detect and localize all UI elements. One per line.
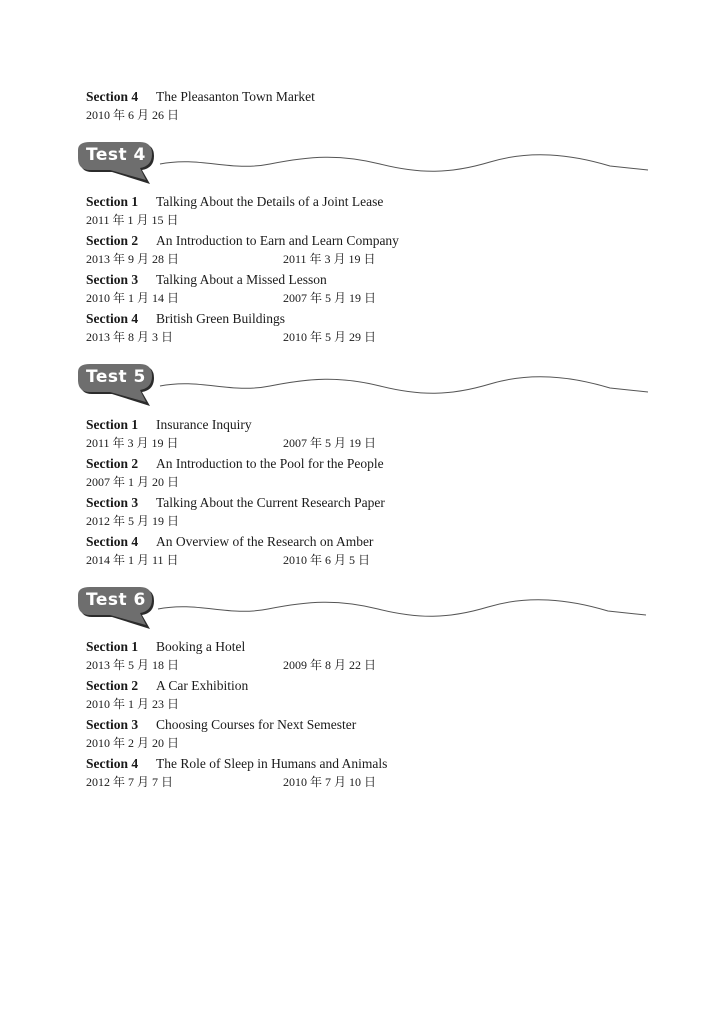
exam-date: 2010 年 6 月 26 日 — [86, 108, 180, 122]
exam-date: 2011 年 3 月 19 日 — [283, 252, 376, 266]
test-header — [0, 364, 728, 414]
section-label: Section 3 — [86, 717, 139, 732]
exam-date: 2014 年 1 月 11 日 — [86, 553, 179, 567]
section-title: An Overview of the Research on Amber — [156, 534, 374, 549]
section-label: Section 4 — [86, 89, 139, 104]
exam-date: 2012 年 7 月 7 日 — [86, 775, 174, 789]
section-line — [86, 88, 686, 106]
section-entry — [86, 716, 686, 751]
test-badge-label: Test 5 — [86, 367, 146, 387]
section-entry — [86, 310, 686, 345]
section-label: Section 4 — [86, 534, 139, 549]
exam-date: 2007 年 1 月 20 日 — [86, 475, 180, 489]
section-label: Section 2 — [86, 456, 139, 471]
section-entry — [86, 271, 686, 306]
section-label: Section 3 — [86, 272, 139, 287]
exam-date: 2010 年 7 月 10 日 — [283, 775, 377, 789]
exam-date: 2007 年 5 月 19 日 — [283, 291, 377, 305]
section-title: British Green Buildings — [156, 311, 285, 326]
section-label: Section 4 — [86, 756, 139, 771]
section-entry — [86, 638, 686, 673]
section-title: Talking About a Missed Lesson — [156, 272, 327, 287]
exam-date: 2010 年 1 月 23 日 — [86, 697, 180, 711]
section-label: Section 2 — [86, 233, 139, 248]
exam-date: 2011 年 1 月 15 日 — [86, 213, 179, 227]
exam-date: 2012 年 5 月 19 日 — [86, 514, 180, 528]
exam-date: 2013 年 8 月 3 日 — [86, 330, 174, 344]
exam-date: 2010 年 1 月 14 日 — [86, 291, 180, 305]
section-entry — [86, 232, 686, 267]
section-entry — [86, 416, 686, 451]
test-badge-label: Test 6 — [86, 590, 146, 610]
exam-date: 2011 年 3 月 19 日 — [86, 436, 179, 450]
section-label: Section 3 — [86, 495, 139, 510]
section-title: Booking a Hotel — [156, 639, 246, 654]
section-title: Choosing Courses for Next Semester — [156, 717, 357, 732]
section-entry — [86, 755, 686, 790]
exam-date: 2007 年 5 月 19 日 — [283, 436, 377, 450]
section-title: Insurance Inquiry — [156, 417, 252, 432]
section-title: Talking About the Details of a Joint Lease — [156, 194, 384, 209]
section-entry — [86, 455, 686, 490]
section-entry — [86, 494, 686, 529]
section-title: The Role of Sleep in Humans and Animals — [156, 756, 388, 771]
section-entry — [86, 533, 686, 568]
section-title: The Pleasanton Town Market — [156, 89, 315, 104]
section-title: An Introduction to the Pool for the People — [156, 456, 384, 471]
date-line — [86, 107, 686, 123]
test-badge-label: Test 4 — [86, 145, 146, 165]
section-label: Section 1 — [86, 194, 139, 209]
section-title: A Car Exhibition — [156, 678, 249, 693]
exam-date: 2013 年 9 月 28 日 — [86, 252, 180, 266]
section-label: Section 1 — [86, 417, 139, 432]
section-label: Section 2 — [86, 678, 139, 693]
exam-date: 2009 年 8 月 22 日 — [283, 658, 377, 672]
section-entry — [86, 677, 686, 712]
section-title: Talking About the Current Research Paper — [156, 495, 385, 510]
test-header — [0, 142, 728, 192]
section-entry — [86, 193, 686, 228]
section-label: Section 4 — [86, 311, 139, 326]
section-label: Section 1 — [86, 639, 139, 654]
exam-date: 2013 年 5 月 18 日 — [86, 658, 180, 672]
test-header — [0, 587, 728, 637]
exam-date: 2010 年 2 月 20 日 — [86, 736, 180, 750]
intro-entry — [86, 88, 686, 123]
exam-date: 2010 年 5 月 29 日 — [283, 330, 377, 344]
exam-date: 2010 年 6 月 5 日 — [283, 553, 371, 567]
section-title: An Introduction to Earn and Learn Company — [156, 233, 399, 248]
